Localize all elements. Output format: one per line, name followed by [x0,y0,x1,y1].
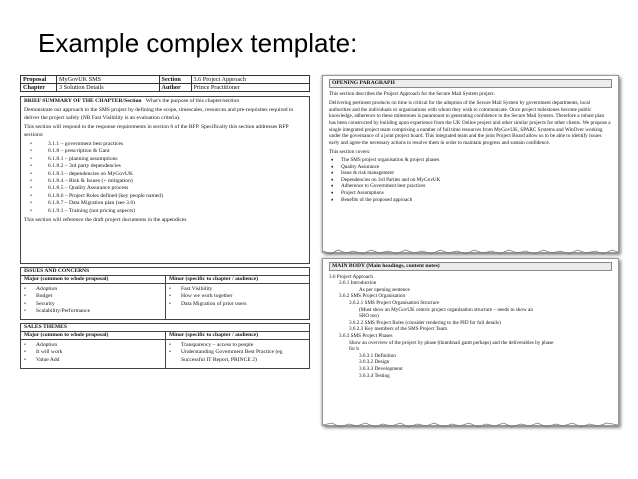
opening-line: This section describes the Project Approach for the Secure Mail System project. [329,90,495,97]
header-table [20,75,310,92]
list-item: • Data Migration of prior users [169,301,306,308]
list-item: ♦ Issue & risk management [329,170,612,177]
section-label: Section [159,76,191,84]
list-item: • 6.1.8.3 – dependencies on MyGovUK [24,171,306,178]
outline-item: 3.6.1 Introduction [339,280,377,287]
issues-title: ISSUES AND CONCERNS [21,268,309,276]
outline-list [329,274,612,380]
list-item: • 6.1.9.1 – Training (not pricing aspects) [24,208,306,215]
summary-question: What's the purpose of this chapter/section [145,98,240,104]
list-item: ♦ Adherence to Government best practices [329,183,612,190]
list-item: • 6.1.8.5 – Quality Assurance process [24,185,306,192]
rfp-sections-list [24,141,306,215]
opening-paper [322,75,619,253]
list-item: • How we work together [169,293,306,300]
issues-major-head: Major (common to whole proposal) [21,276,165,284]
list-item: • Value Add [24,357,162,364]
themes-title: SALES THEMES [21,324,309,332]
summary-para-1: Demonstrate our approach to the SMS project by defining the scope, timescales, resources and pre-requisites required to deliver the project safely (NB Fast Visibility is an evaluation criteria). [24,107,294,121]
list-item: • 6.1.8.7 – Data Migration plan (see 3.6) [24,200,306,207]
list-item: ♦ Benefits of the proposed approach [329,197,612,204]
list-item: • 6.1.8.6 – Project Roles defined (key people named) [24,193,306,200]
issues-minor-head: Minor (specific to chapter / audience) [166,276,309,284]
tear-edge-icon [323,422,618,428]
proposal-label: Proposal [21,76,57,84]
summary-heading-line [24,98,306,105]
list-item: • Adoption [24,342,162,349]
opening-paragraph: Delivering pertinent products on time is critical for the adoption of the Secure Mail System by government departments, local authorities and the individuals or organisations with whom they wish to communicate. Once project milestones become public knowledge, adherence to these milestones is paramount to generating confidence in the Secure Mail System. Therefore a robust plan has been constructed by building upon experience from the UK Online project and other similar projects for other clients. We propose a single integrated project team comprising a number of full time resources from MyGovUK, SPARC Systems and WinOver working under the governance of a joint project board. This integrated team and the joint Project Board allow us to be able to identify issues early and agree the necessary actions to resolve them in order to maintain progress and sustain confidence. [329,100,611,146]
list-item: • Transparency – access to people [169,342,306,349]
section-value: 3.6 Project Approach [191,76,309,84]
outline-item: (Must show an MyGovUK centric project organisation structure – needs to show an [359,306,533,313]
list-item: • It will work [24,349,162,356]
torn-document [318,75,623,429]
issues-major-col [21,276,165,319]
list-item: ♦ Quality Assurance [329,164,612,171]
list-item: • 6.1.8.4 – Risk & Issues (+ mitigation) [24,178,306,185]
list-item: • Understanding Government Best Practice (eg Successful IT Report, PRINCE 2) [169,349,306,363]
chapter-label: Chapter [21,84,57,92]
themes-major-col [21,332,165,368]
main-body-heading: MAIN BODY (Main headings, content notes) [329,262,612,271]
author-value: Prince Practitioner [191,84,309,92]
issues-concerns-table [20,267,310,320]
outline-item: As per opening sentence [359,286,410,293]
list-item: • 6.1.8 – prescription & Gant [24,148,306,155]
outline-item: 3.6.3.3 Development [359,365,403,372]
tear-edge-icon [323,249,618,255]
list-item: ♦ Dependencies on 3rd Parties and on MyGovUK [329,177,612,184]
list-item: • Scalability/Performance [24,308,162,315]
author-label: Author [159,84,191,92]
outline-item: 3.6.2.2 SMS Project Roles (consider rendering to the PID for full details) [349,319,501,326]
outline-item: Show an overview of the project by phase (thumbnail gantt perhaps) and the deliverables by phase [349,339,554,346]
list-item: • Security [24,301,162,308]
outline-item: 3.6.2.1 SMS Project Organisation Structure [349,299,440,306]
list-item: • Fast Visibility [169,286,306,293]
slide-title: Example complex template: [38,28,358,58]
summary-footer: This section will reference the draft project documents in the appendices [24,217,187,224]
themes-major-head: Major (common to whole proposal) [21,332,165,340]
covers-list [329,157,612,203]
outline-item: 3.6 Project Approach [329,273,373,280]
list-item: ♦ Project Assumptions [329,190,612,197]
outline-item: 3.6.3.4 Testing [359,372,390,379]
chapter-value: 3 Solution Details [57,84,160,92]
outline-item: 3.6.3 SMS Project Phases [339,332,393,339]
list-item: • 6.1.8.1 – planning assumptions [24,156,306,163]
opening-heading: OPENING PARAGRAPH [329,79,612,88]
list-item: • Adoption [24,286,162,293]
summary-heading: BRIEF SUMMARY OF THE CHAPTER/Section [24,98,142,104]
template-document [20,75,310,369]
summary-box [20,96,310,264]
main-body-paper [322,258,619,426]
outline-item: 3.6.3.1 Definition [359,352,396,359]
summary-para-2: This section will respond to the response requirements in section 6 of the RFP. Specifically this section addresses RFP sections: [24,124,289,138]
list-item: • Budget [24,293,162,300]
list-item: • 6.1.8.2 – 3rd party dependencies [24,163,306,170]
outline-item: 3.6.2.3 Key members of the SMS Project Team [349,326,448,333]
themes-minor-col [165,332,309,368]
outline-item: SRO too) [359,313,379,320]
themes-minor-head: Minor (specific to chapter / audience) [166,332,309,340]
issues-minor-col [165,276,309,319]
outline-item: for b [349,346,359,353]
outline-item: 3.6.3.2 Design [359,359,390,366]
proposal-value: MyGovUK SMS [57,76,160,84]
list-item: ♦ The SMS project organisation & project phases [329,157,612,164]
sales-themes-table [20,323,310,369]
covers-intro: This section covers: [329,149,371,156]
outline-item: 3.6.2 SMS Project Organisation [339,293,406,300]
list-item: • 3.1.1 – government best practices [24,141,306,148]
